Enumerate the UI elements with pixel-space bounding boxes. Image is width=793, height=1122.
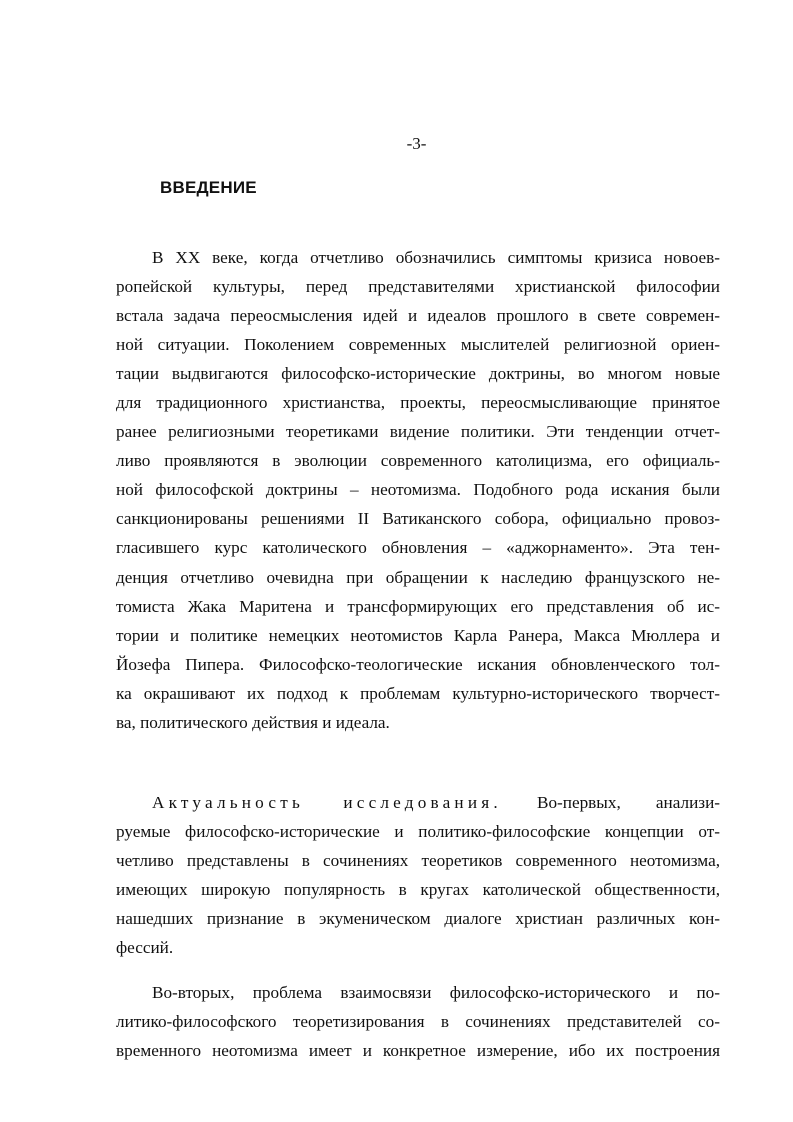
text-line: тации выдвигаются философско-исторические доктрины, во многом новые [116, 364, 720, 384]
text-line: ва, политического действия и идеала. [116, 712, 390, 732]
text-line: ранее религиозными теоретиками видение политики. Эти тенденции отчет- [116, 422, 720, 442]
paragraph-3 [116, 978, 720, 1065]
text-line-lead [116, 788, 720, 817]
paragraph-1 [116, 243, 720, 737]
section-heading: ВВЕДЕНИЕ [160, 178, 257, 197]
text-line: денция отчетливо очевидна при обращении к наследию французского не- [116, 567, 720, 587]
text-line: В XX веке, когда отчетливо обозначились симптомы кризиса новоев- [152, 248, 720, 267]
text-line: ливо проявляются в эволюции современного католицизма, его официаль- [116, 451, 720, 471]
page-number: -3- [406, 134, 427, 153]
text-line: встала задача переосмысления идей и идеалов прошлого в свете современ- [116, 306, 720, 326]
text-line: руемые философско-исторические и политико-философские концепции от- [116, 822, 720, 842]
text-line: литико-философского теоретизирования в сочинениях представителей со- [116, 1012, 720, 1032]
text-line: четливо представлены в сочинениях теоретиков современного неотомизма, [116, 851, 720, 871]
text-line: ной ситуации. Поколением современных мыслителей религиозной ориен- [116, 335, 720, 355]
text-line: томиста Жака Маритена и трансформирующих его представления об ис- [116, 596, 720, 616]
text-line: Во-вторых, проблема взаимосвязи философско-исторического и по- [152, 983, 720, 1002]
text-line: санкционированы решениями II Ватиканского собора, официально провоз- [116, 509, 720, 529]
text-line: Йозефа Пипера. Философско-теологические искания обновленческого тол- [116, 654, 720, 674]
spaced-lead: Актуальность исследования. [152, 793, 502, 812]
text-line: имеющих широкую популярность в кругах католической общественности, [116, 880, 720, 900]
text-line: ропейской культуры, перед представителями христианской философии [116, 277, 720, 297]
text-line: гласившего курс католического обновления – «аджорнаменто». Эта тен- [116, 538, 720, 558]
lead-rest: Во-первых, анализи- [536, 793, 720, 812]
paragraph-2 [116, 788, 720, 962]
text-line: временного неотомизма имеет и конкретное измерение, ибо их построения [116, 1041, 720, 1061]
text-line: для традиционного христианства, проекты, переосмысливающие принятое [116, 393, 720, 413]
text-line: фессий. [116, 938, 174, 958]
text-line: тории и политике немецких неотомистов Карла Ранера, Макса Мюллера и [116, 625, 720, 645]
text-line: ка окрашивают их подход к проблемам культурно-исторического творчест- [116, 683, 720, 703]
text-line: нашедших признание в экуменическом диалоге христиан различных кон- [116, 909, 720, 929]
text-line: ной философской доктрины – неотомизма. Подобного рода искания были [116, 480, 720, 500]
